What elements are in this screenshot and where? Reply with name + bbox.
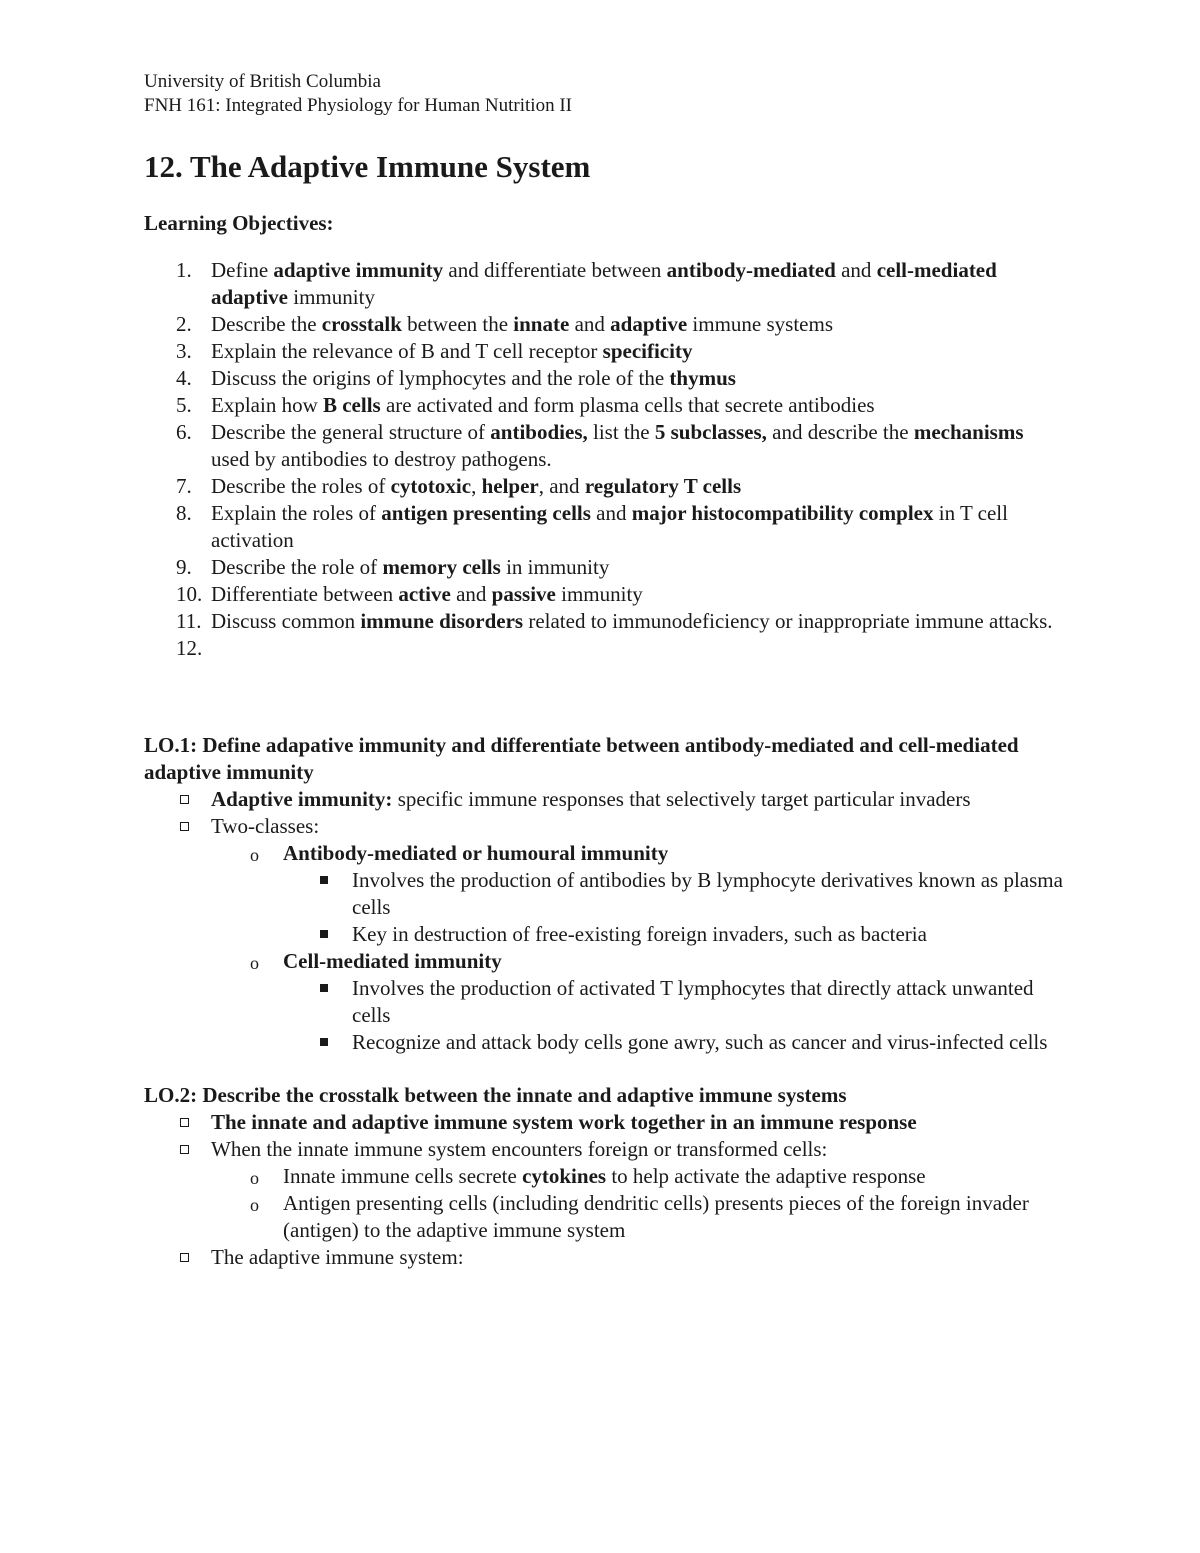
checkbox-bullet-icon <box>180 1145 189 1154</box>
cell-mediated-points <box>283 975 1064 1056</box>
objective-keyword: antigen presenting cells <box>381 501 591 525</box>
objective-number: 11. <box>176 609 202 633</box>
objective-text: and <box>835 258 877 282</box>
objective-number: 1. <box>176 258 192 282</box>
objective-item <box>144 608 1064 635</box>
objective-text: Describe the <box>211 312 322 336</box>
objective-item <box>144 554 1064 581</box>
page-title: 12. The Adaptive Immune System <box>144 149 591 184</box>
objective-keyword: major histocompatibility complex <box>631 501 934 525</box>
encounter-text: When the innate immune system encounters foreign or transformed cells: <box>211 1137 828 1161</box>
list-item <box>144 921 1064 948</box>
list-item <box>144 813 1064 1056</box>
objective-number: 5. <box>176 393 192 417</box>
encounter-sublist <box>211 1163 1064 1244</box>
objective-text: and <box>450 582 492 606</box>
point-text: Involves the production of antibodies by B lymphocyte derivatives known as plasma cells <box>352 868 1063 919</box>
objective-item <box>144 392 1064 419</box>
objective-number: 6. <box>176 420 192 444</box>
objective-text: and <box>590 501 632 525</box>
objective-text: between the <box>401 312 514 336</box>
cytokines-suffix: to help activate the adaptive response <box>606 1164 926 1188</box>
objective-text: Differentiate between <box>211 582 399 606</box>
cytokines-prefix: Innate immune cells secrete <box>283 1164 523 1188</box>
objective-text: used by antibodies to destroy pathogens. <box>211 447 552 471</box>
square-bullet-icon <box>320 930 328 938</box>
objective-keyword: antibodies, <box>490 420 588 444</box>
objective-number: 2. <box>176 312 192 336</box>
objective-keyword: immune disorders <box>360 609 524 633</box>
objective-text: in immunity <box>500 555 610 579</box>
objective-text: Discuss common <box>211 609 361 633</box>
antibody-mediated-points <box>283 867 1064 948</box>
adaptive-system-text: The adaptive immune system: <box>211 1245 464 1269</box>
objective-number: 12. <box>176 636 203 660</box>
list-item <box>144 1163 1064 1190</box>
objective-keyword: thymus <box>669 366 736 390</box>
objective-text: Explain the relevance of B and T cell receptor <box>211 339 603 363</box>
objective-text: Describe the roles of <box>211 474 391 498</box>
objective-keyword: innate <box>513 312 570 336</box>
objectives-list <box>144 257 1064 662</box>
objective-item <box>144 473 1064 500</box>
objective-keyword: B cells <box>322 393 381 417</box>
list-item <box>144 1244 1064 1271</box>
objective-item <box>144 419 1064 473</box>
objective-number: 3. <box>176 339 192 363</box>
objective-item <box>144 257 1064 311</box>
checkbox-bullet-icon <box>180 1253 189 1262</box>
square-bullet-icon <box>320 984 328 992</box>
cytokines-term: cytokines <box>522 1164 607 1188</box>
objective-text: immunity <box>555 582 643 606</box>
antibody-mediated-label: Antibody-mediated or humoural immunity <box>283 841 669 865</box>
objective-text: in T cell activation <box>211 501 1008 552</box>
two-classes-label: Two-classes: <box>211 814 320 838</box>
objective-item <box>144 338 1064 365</box>
point-text: Involves the production of activated T lymphocytes that directly attack unwanted cells <box>352 976 1034 1027</box>
objective-text: , <box>471 474 482 498</box>
objective-item <box>144 500 1064 554</box>
objective-keyword: adaptive immunity <box>273 258 444 282</box>
list-item <box>144 975 1064 1029</box>
objective-number: 8. <box>176 501 192 525</box>
objective-text: Explain the roles of <box>211 501 382 525</box>
objective-text: Discuss the origins of lymphocytes and the role of the <box>211 366 670 390</box>
objective-keyword: crosstalk <box>321 312 402 336</box>
point-text: Key in destruction of free-existing foreign invaders, such as bacteria <box>352 922 927 946</box>
objective-text: and differentiate between <box>443 258 667 282</box>
list-item <box>144 840 1064 948</box>
objective-keyword: helper <box>481 474 539 498</box>
checkbox-bullet-icon <box>180 1118 189 1127</box>
objective-keyword: active <box>398 582 451 606</box>
lo1-list <box>144 786 1064 1056</box>
lo2-heading: LO.2: Describe the crosstalk between the innate and adaptive immune systems <box>144 1083 847 1107</box>
cell-mediated-label: Cell-mediated immunity <box>283 949 502 973</box>
document-page <box>144 70 1064 1271</box>
objective-text: Explain how <box>211 393 323 417</box>
objective-keyword: cell-mediated adaptive <box>211 258 997 309</box>
objective-text: Define <box>211 258 274 282</box>
work-together-text: The innate and adaptive immune system work together in an immune response <box>211 1110 917 1134</box>
square-bullet-icon <box>320 876 328 884</box>
objective-number: 9. <box>176 555 192 579</box>
list-item <box>144 867 1064 921</box>
list-item <box>144 786 1064 813</box>
lo2-list <box>144 1109 1064 1271</box>
square-bullet-icon <box>320 1038 328 1046</box>
objective-text: are activated and form plasma cells that secrete antibodies <box>380 393 875 417</box>
circle-bullet-icon: o <box>250 845 259 865</box>
list-item <box>144 948 1064 1056</box>
apc-text: Antigen presenting cells (including dendritic cells) presents pieces of the foreign invader (antigen) to the adaptive immune system <box>283 1191 1029 1242</box>
objective-number: 7. <box>176 474 192 498</box>
objective-keyword: passive <box>491 582 556 606</box>
objective-keyword: memory cells <box>382 555 501 579</box>
university-name: University of British Columbia <box>144 71 381 92</box>
objective-item <box>144 365 1064 392</box>
objective-text: , and <box>538 474 585 498</box>
objective-text: immunity <box>288 285 375 309</box>
objective-item <box>144 311 1064 338</box>
objective-text: and <box>569 312 611 336</box>
checkbox-bullet-icon <box>180 822 189 831</box>
objective-text: Describe the general structure of <box>211 420 491 444</box>
list-item <box>144 1190 1064 1244</box>
classes-sublist <box>211 840 1064 1056</box>
list-item <box>144 1109 1064 1136</box>
objective-text: immune systems <box>687 312 833 336</box>
objective-number: 10. <box>176 582 203 606</box>
objective-item <box>144 635 1064 662</box>
objective-keyword: regulatory T cells <box>584 474 742 498</box>
objective-text: related to immunodeficiency or inappropriate immune attacks. <box>523 609 1053 633</box>
adaptive-term: Adaptive immunity: <box>211 787 393 811</box>
lo1-heading: LO.1: Define adapative immunity and differentiate between antibody-mediated and cell-mediated adaptive immunity <box>144 733 1019 784</box>
list-item <box>144 1136 1064 1244</box>
circle-bullet-icon: o <box>250 1168 259 1188</box>
objective-text: and describe the <box>766 420 914 444</box>
objective-keyword: specificity <box>602 339 693 363</box>
objective-number: 4. <box>176 366 192 390</box>
circle-bullet-icon: o <box>250 1195 259 1215</box>
point-text: Recognize and attack body cells gone awry, such as cancer and virus-infected cells <box>352 1030 1048 1054</box>
adaptive-definition: specific immune responses that selectively target particular invaders <box>392 787 971 811</box>
objective-keyword: adaptive <box>610 312 688 336</box>
objective-keyword: antibody-mediated <box>666 258 836 282</box>
objective-text: list the <box>587 420 655 444</box>
objective-text: Describe the role of <box>211 555 383 579</box>
objective-keyword: 5 subclasses, <box>654 420 767 444</box>
checkbox-bullet-icon <box>180 795 189 804</box>
objective-item <box>144 581 1064 608</box>
objectives-heading: Learning Objectives: <box>144 211 334 235</box>
circle-bullet-icon: o <box>250 953 259 973</box>
list-item <box>144 1029 1064 1056</box>
objective-keyword: mechanisms <box>913 420 1024 444</box>
objective-keyword: cytotoxic <box>390 474 472 498</box>
course-name: FNH 161: Integrated Physiology for Human Nutrition II <box>144 95 572 116</box>
